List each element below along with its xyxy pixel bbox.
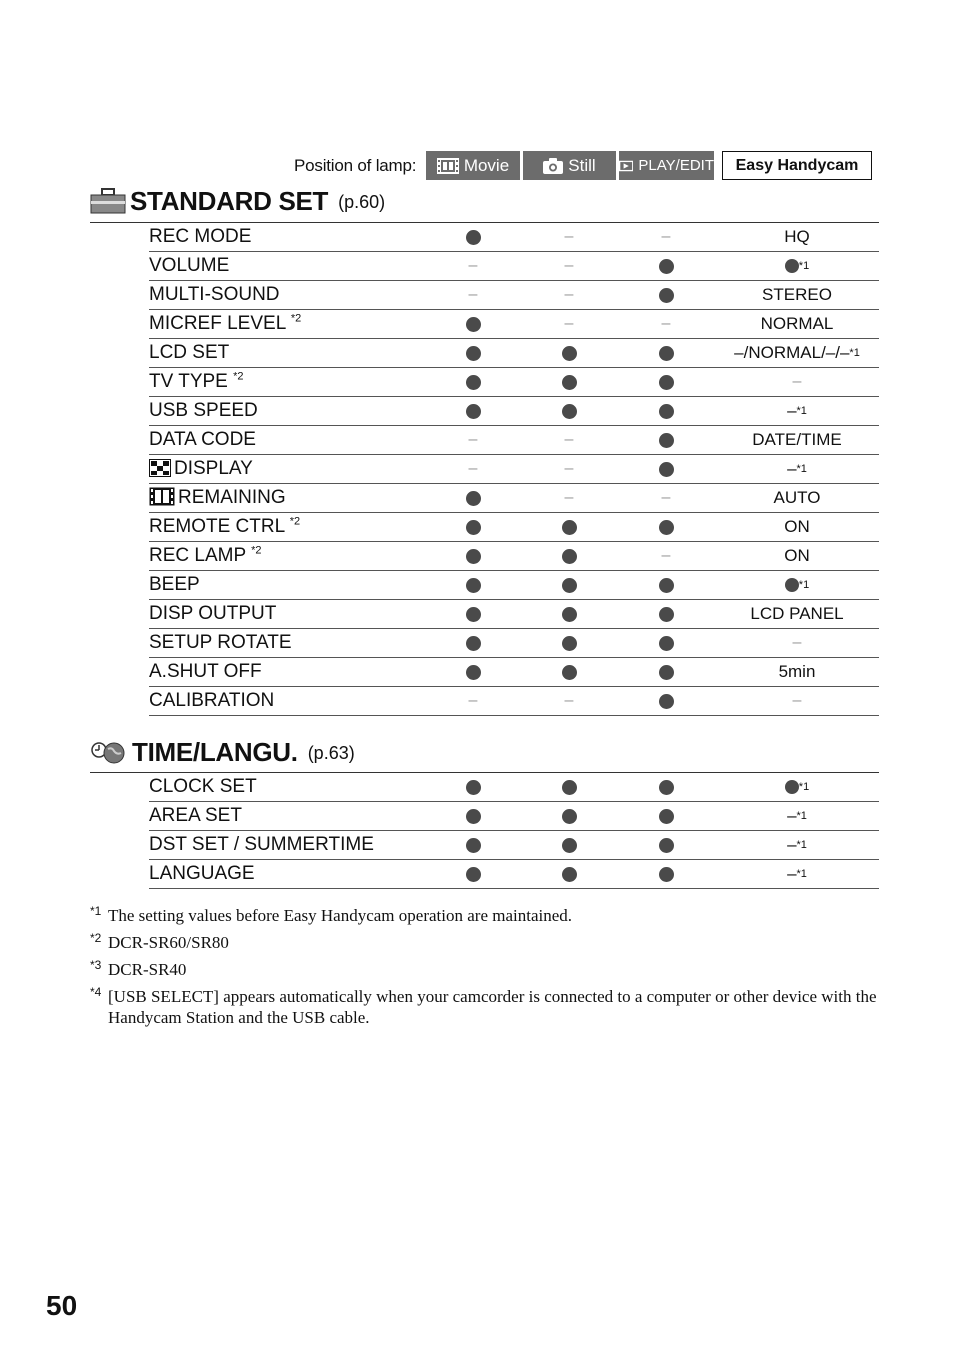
setting-label: REC LAMP <box>149 545 252 566</box>
unavailable-dash: – <box>468 692 478 709</box>
lamp-still-label: Still <box>568 155 596 175</box>
available-dot <box>646 802 686 830</box>
table-row <box>149 223 879 252</box>
setting-name <box>149 313 301 335</box>
unavailable-dash: – <box>661 228 671 245</box>
setting-name <box>149 284 280 306</box>
standard-set-heading <box>90 188 385 214</box>
table-row <box>149 687 879 716</box>
available-dot <box>549 513 589 541</box>
setting-name <box>149 342 229 364</box>
default-value <box>717 629 877 657</box>
available-dot <box>453 223 493 251</box>
table-row <box>149 368 879 397</box>
film-icon <box>437 158 459 174</box>
setting-name <box>149 603 276 625</box>
available-dot <box>453 831 493 859</box>
available-dot <box>646 252 686 280</box>
available-dot <box>453 339 493 367</box>
available-dot <box>646 339 686 367</box>
available-dot <box>646 397 686 425</box>
default-value <box>717 223 877 251</box>
default-value <box>717 687 877 715</box>
unavailable-dash: – <box>661 315 671 332</box>
toolbox-icon <box>90 188 126 214</box>
available-dot <box>646 281 686 309</box>
available-dot <box>549 542 589 570</box>
table-row <box>149 339 879 368</box>
available-dot <box>453 310 493 338</box>
unavailable-dash: – <box>661 547 671 564</box>
default-value: *1 <box>717 252 877 280</box>
value-text: HQ <box>784 227 810 246</box>
unavailable-dash: – <box>564 460 574 477</box>
footnote-mark: *2 <box>90 931 102 945</box>
default-value: – *1 <box>787 806 807 825</box>
setting-name <box>149 805 242 827</box>
available-dot <box>646 455 686 483</box>
value-text: AUTO <box>773 488 821 507</box>
default-value: *1 <box>717 773 877 801</box>
time-langu-ref: (p.63) <box>307 743 355 764</box>
default-value: – *1 <box>787 864 807 883</box>
available-dot <box>453 368 493 396</box>
available-dot <box>453 484 493 512</box>
available-dot <box>549 802 589 830</box>
value-text: 5min <box>778 662 816 681</box>
value-text: STEREO <box>762 285 832 304</box>
setting-label: DATA CODE <box>149 429 256 450</box>
footnote <box>90 986 880 1028</box>
setting-label: REC MODE <box>149 226 252 247</box>
table-row <box>149 629 879 658</box>
available-dot <box>453 860 493 888</box>
lamp-play-edit <box>619 151 714 180</box>
available-dot <box>549 860 589 888</box>
film-icon <box>149 487 175 506</box>
available-dot <box>453 658 493 686</box>
available-dot <box>453 513 493 541</box>
camera-icon <box>543 158 563 174</box>
setting-name <box>149 834 374 856</box>
setting-label: REMAINING <box>178 487 286 508</box>
available-dot <box>453 773 493 801</box>
available-dot <box>646 860 686 888</box>
available-dot <box>549 571 589 599</box>
value-text: – <box>787 835 797 854</box>
table-row <box>149 484 879 513</box>
play-icon <box>619 158 633 174</box>
setting-label: MICREF LEVEL <box>149 313 291 334</box>
time-langu-table <box>149 773 879 889</box>
table-row <box>149 252 879 281</box>
footnote-ref: *2 <box>251 544 262 557</box>
value-text: – <box>792 373 802 390</box>
table-row <box>149 281 879 310</box>
available-dot <box>549 658 589 686</box>
table-row <box>149 600 879 629</box>
footnote-ref: *2 <box>289 515 301 528</box>
table-row <box>149 658 879 687</box>
setting-label: LANGUAGE <box>149 863 255 884</box>
available-dot <box>646 658 686 686</box>
setting-name <box>149 574 200 596</box>
value-text: ON <box>784 517 810 536</box>
setting-name <box>149 690 274 712</box>
setting-name <box>149 632 292 654</box>
default-value: –/NORMAL/–/– *1 <box>734 343 860 362</box>
footnote-mark: *3 <box>90 958 102 972</box>
table-row <box>149 426 879 455</box>
setting-label: REMOTE CTRL <box>149 516 290 537</box>
default-value <box>717 281 877 309</box>
setting-label: MULTI-SOUND <box>149 284 280 305</box>
footnotes <box>90 905 880 1034</box>
unavailable-dash: – <box>564 286 574 303</box>
default-value <box>717 658 877 686</box>
lamp-easy-handycam: Easy Handycam <box>722 151 872 180</box>
default-value <box>717 484 877 512</box>
setting-name <box>149 545 261 567</box>
setting-label: DISPLAY <box>174 458 253 479</box>
clock-globe-icon <box>90 739 128 765</box>
unavailable-dash: – <box>564 489 574 506</box>
setting-name <box>149 400 258 422</box>
lamp-movie <box>426 151 520 180</box>
time-langu-title: TIME/LANGU. <box>132 737 298 767</box>
available-dot <box>646 513 686 541</box>
default-value: *1 <box>717 571 877 599</box>
available-dot <box>453 571 493 599</box>
setting-label: TV TYPE <box>149 371 234 392</box>
footnote-text: DCR-SR40 <box>108 960 187 979</box>
available-dot <box>646 426 686 454</box>
available-dot <box>646 687 686 715</box>
value-text: – <box>787 806 797 825</box>
page-number: 50 <box>46 1290 78 1321</box>
setting-name <box>149 661 262 683</box>
available-dot <box>453 397 493 425</box>
value-text: LCD PANEL <box>750 604 844 623</box>
value-text: –/NORMAL/–/– <box>734 343 850 362</box>
setting-name <box>149 863 255 885</box>
default-value: – *1 <box>787 459 807 478</box>
default-value: – *1 <box>787 401 807 420</box>
table-row <box>149 513 879 542</box>
footnote-ref: *2 <box>290 312 302 325</box>
value-text: ON <box>784 546 810 565</box>
available-dot <box>549 600 589 628</box>
available-dot <box>646 629 686 657</box>
table-row <box>149 310 879 339</box>
footnote-ref: *2 <box>233 370 244 383</box>
setting-name <box>149 487 286 509</box>
time-langu-heading <box>90 739 355 765</box>
table-row <box>149 860 879 889</box>
available-dot <box>646 831 686 859</box>
unavailable-dash: – <box>661 489 671 506</box>
footnote-text: DCR-SR60/SR80 <box>108 933 229 952</box>
default-value <box>717 310 877 338</box>
available-dot <box>453 802 493 830</box>
unavailable-dash: – <box>564 431 574 448</box>
setting-label: AREA SET <box>149 805 242 826</box>
available-dot <box>646 600 686 628</box>
lamp-movie-label: Movie <box>463 155 510 175</box>
setting-label: CALIBRATION <box>149 690 275 711</box>
setting-label: DISP OUTPUT <box>149 603 277 624</box>
footnote-text: [USB SELECT] appears automatically when your camcorder is connected to a computer or other device with the Handycam Station and the USB cable. <box>108 987 877 1027</box>
table-row <box>149 571 879 600</box>
value-text: – <box>787 864 797 883</box>
footnote <box>90 905 880 926</box>
unavailable-dash: – <box>468 286 478 303</box>
table-row <box>149 455 879 484</box>
lamp-play-label: PLAY/EDIT <box>638 157 714 174</box>
value-text: DATE/TIME <box>752 430 842 449</box>
setting-name <box>149 458 253 480</box>
unavailable-dash: – <box>564 228 574 245</box>
value-dot <box>785 259 799 273</box>
lamp-label: Position of lamp: <box>294 156 417 175</box>
available-dot <box>549 368 589 396</box>
unavailable-dash: – <box>468 460 478 477</box>
default-value: – *1 <box>787 835 807 854</box>
default-value <box>717 426 877 454</box>
setting-label: DST SET / SUMMERTIME <box>149 834 374 855</box>
setting-label: CLOCK SET <box>149 776 257 797</box>
footnote-text: The setting values before Easy Handycam operation are maintained. <box>108 906 573 925</box>
setting-name <box>149 429 256 451</box>
setting-label: BEEP <box>149 574 200 595</box>
unavailable-dash: – <box>564 692 574 709</box>
available-dot <box>453 600 493 628</box>
footnote-mark: *4 <box>90 985 102 999</box>
available-dot <box>453 629 493 657</box>
available-dot <box>549 629 589 657</box>
value-text: – <box>792 634 802 651</box>
default-value <box>717 368 877 396</box>
lamp-still <box>523 151 616 180</box>
value-text: – <box>787 401 797 420</box>
setting-name <box>149 371 244 393</box>
table-row <box>149 773 879 802</box>
unavailable-dash: – <box>468 431 478 448</box>
setting-name <box>149 516 300 538</box>
unavailable-dash: – <box>468 257 478 274</box>
available-dot <box>549 831 589 859</box>
default-value <box>717 600 877 628</box>
setting-label: LCD SET <box>149 342 230 363</box>
standard-set-title: STANDARD SET <box>130 186 329 216</box>
unavailable-dash: – <box>564 257 574 274</box>
available-dot <box>646 571 686 599</box>
setting-name <box>149 255 229 277</box>
table-row <box>149 831 879 860</box>
available-dot <box>549 773 589 801</box>
footnote-mark: *1 <box>90 904 102 918</box>
default-value <box>717 542 877 570</box>
footnote <box>90 932 880 953</box>
available-dot <box>549 339 589 367</box>
available-dot <box>549 397 589 425</box>
lamp-position-header <box>0 151 954 181</box>
value-dot <box>785 780 799 794</box>
unavailable-dash: – <box>564 315 574 332</box>
standard-set-table <box>149 223 879 716</box>
setting-label: A.SHUT OFF <box>149 661 262 682</box>
default-value <box>717 513 877 541</box>
standard-set-ref: (p.60) <box>338 192 386 213</box>
footnote <box>90 959 880 980</box>
display-icon <box>149 459 171 477</box>
available-dot <box>646 773 686 801</box>
value-dot <box>785 578 799 592</box>
table-row <box>149 397 879 426</box>
value-text: – <box>792 692 802 709</box>
available-dot <box>646 368 686 396</box>
available-dot <box>453 542 493 570</box>
table-row <box>149 802 879 831</box>
setting-name <box>149 776 257 798</box>
value-text: – <box>787 459 797 478</box>
value-text: NORMAL <box>760 314 834 333</box>
setting-label: VOLUME <box>149 255 230 276</box>
setting-label: SETUP ROTATE <box>149 632 292 653</box>
setting-label: USB SPEED <box>149 400 258 421</box>
table-row <box>149 542 879 571</box>
setting-name <box>149 226 251 248</box>
